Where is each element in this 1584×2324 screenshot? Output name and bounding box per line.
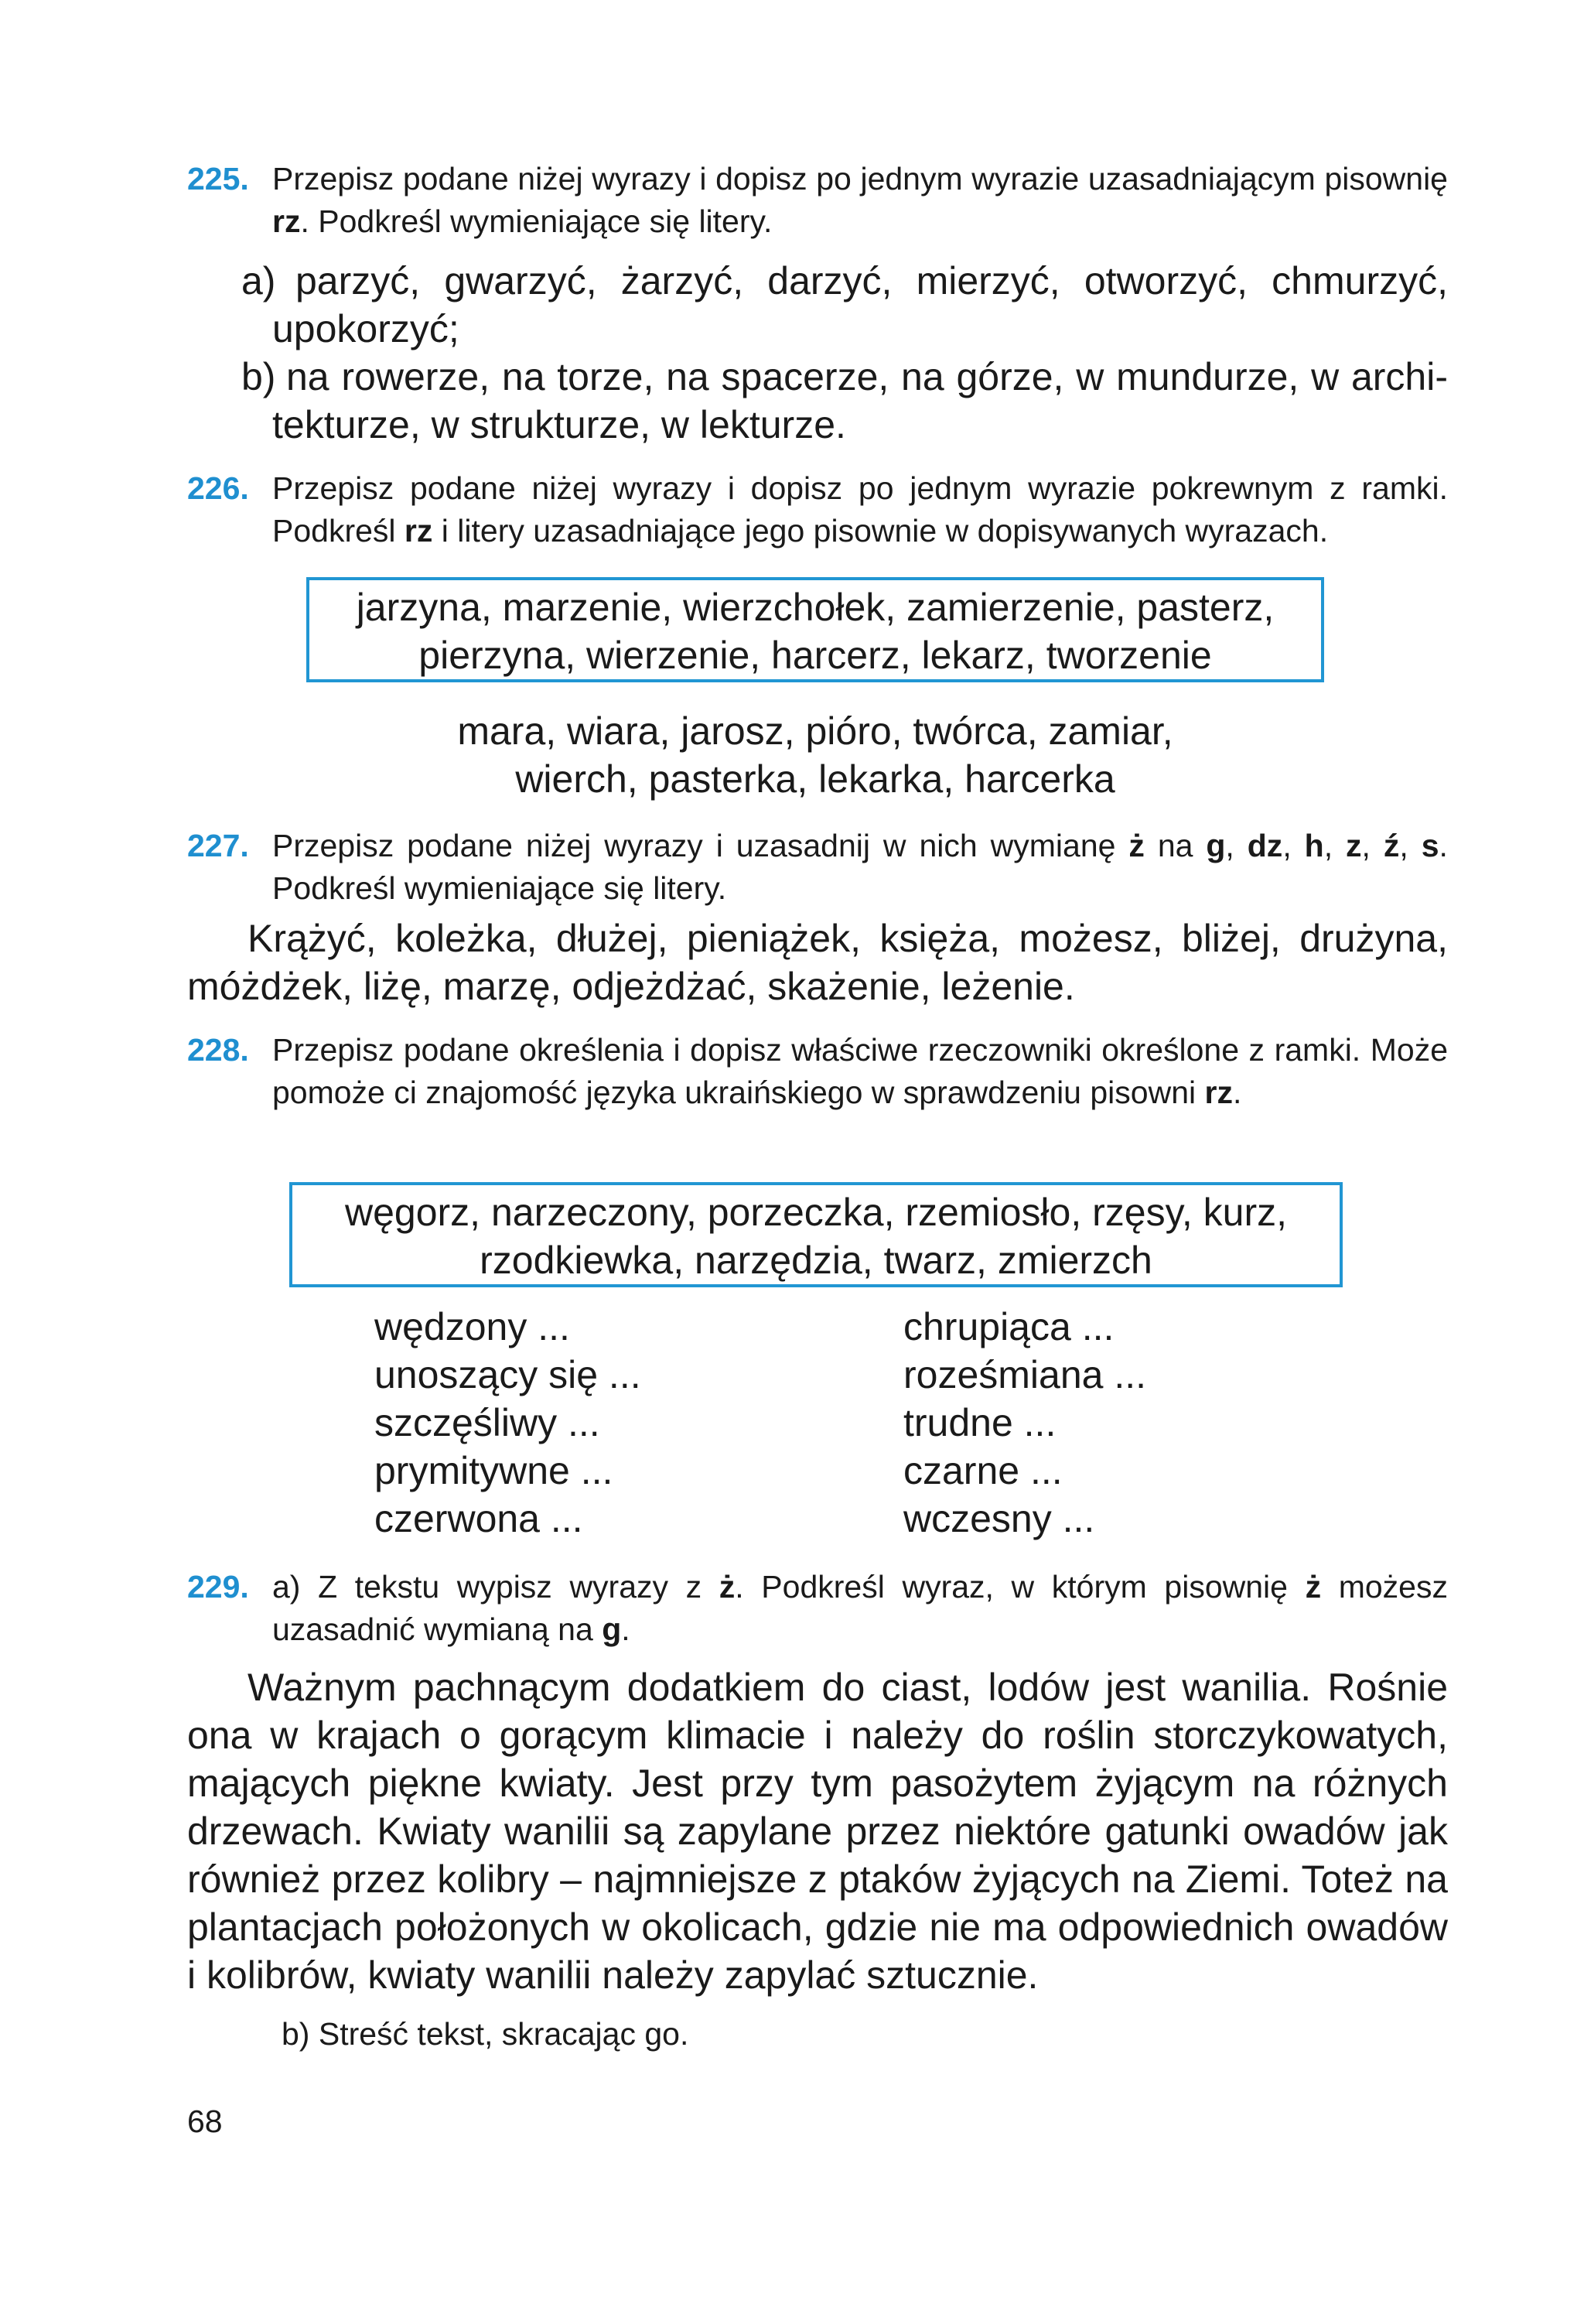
phrase-item: unoszący się ...	[374, 1353, 641, 1396]
phrase-item: czarne ...	[903, 1449, 1063, 1492]
exercise-instruction: Przepisz podane niżej wyrazy i dopisz po jednym wyrazie uzasadniającym pisownię rz. Podkreśl wymieniające się litery.	[272, 161, 1448, 239]
phrase-item: czerwona ...	[374, 1497, 583, 1540]
phrase-item: wędzony ...	[374, 1305, 570, 1348]
phrase-item: szczęśliwy ...	[374, 1401, 600, 1444]
word-box: jarzyna, marzenie, wierzchołek, zamierzenie, pasterz, pierzyna, wierzenie, harcerz, lekarz, tworzenie	[306, 577, 1324, 682]
exercise-instruction: Przepisz podane określenia i dopisz właściwe rzeczowniki określone z ramki. Może pomoże ci znajomość języka ukraińskiego w sprawdzeniu pisowni rz.	[272, 1032, 1448, 1110]
exercise-225	[187, 158, 1448, 243]
list-item-a: a) parzyć, gwarzyć, żarzyć, darzyć, mierzyć, otworzyć, chmurzyć, upokorzyć;	[241, 259, 1448, 350]
phrase-item: trudne ...	[903, 1401, 1057, 1444]
exercise-part-b: b) Streść tekst, skracając go.	[282, 2016, 689, 2052]
phrase-column-right	[903, 1303, 1146, 1543]
exercise-instruction: Przepisz podane niżej wyrazy i uzasadnij w nich wymianę ż na g, dz, h, z, ź, s. Podkreśl wymieniające się litery.	[272, 828, 1448, 906]
page-number: 68	[187, 2104, 223, 2139]
exercise-instruction: Przepisz podane niżej wyrazy i dopisz po jednym wyrazie pokrewnym z ramki. Podkreśl rz i litery uzasadniające jego pisownie w dopisywanych wyrazach.	[272, 470, 1448, 549]
exercise-number: 225.	[187, 161, 249, 197]
phrase-item: wczesny ...	[903, 1497, 1095, 1540]
word-box: węgorz, narzeczony, porzeczka, rzemiosło, rzęsy, kurz, rzodkiewka, narzędzia, twarz, zmierzch	[289, 1182, 1343, 1287]
phrase-item: chrupiąca ...	[903, 1305, 1115, 1348]
exercise-number: 228.	[187, 1032, 249, 1068]
exercise-229	[187, 1566, 1448, 1651]
phrase-item: prymitywne ...	[374, 1449, 613, 1492]
exercise-text: Ważnym pachnącym dodatkiem do ciast, lodów jest wanilia. Rośnie ona w krajach o gorącym klimacie i należy do roślin storczykowatych, mających piękne kwiaty. Jest przy tym pasożytem żyjącym na różnych drzewach. Kwiaty wanilii są zapylane przez niektóre gatunki owadów jak również przez kolibry – najmniejsze z ptaków żyjących na Ziemi. Toteż na plantacjach położonych w okolicach, gdzie nie ma odpowiednich owadów i kolibrów, kwiaty wanilii należy zapylać sztucznie.	[187, 1666, 1448, 1997]
exercise-227	[187, 825, 1448, 910]
exercise-number: 229.	[187, 1569, 249, 1605]
word-list: mara, wiara, jarosz, pióro, twórca, zamiar, wierch, pasterka, lekarka, harcerka	[457, 709, 1173, 801]
exercise-226	[187, 467, 1448, 552]
exercise-228	[187, 1029, 1448, 1114]
exercise-number: 227.	[187, 828, 249, 863]
phrase-column-left	[374, 1303, 641, 1543]
phrase-item: roześmiana ...	[903, 1353, 1147, 1396]
list-item-b: b) na rowerze, na torze, na spacerze, na górze, w mundurze, w archi-tekturze, w strukturze, w lekturze.	[241, 355, 1448, 446]
exercise-number: 226.	[187, 470, 249, 506]
exercise-text: Krążyć, koleżka, dłużej, pieniążek, księża, możesz, bliżej, drużyna, móżdżek, liżę, marzę, odjeżdżać, skażenie, leżenie.	[187, 917, 1448, 1008]
exercise-instruction: a) Z tekstu wypisz wyrazy z ż. Podkreśl wyraz, w którym pisownię ż możesz uzasadnić wymianą na g.	[272, 1569, 1448, 1647]
